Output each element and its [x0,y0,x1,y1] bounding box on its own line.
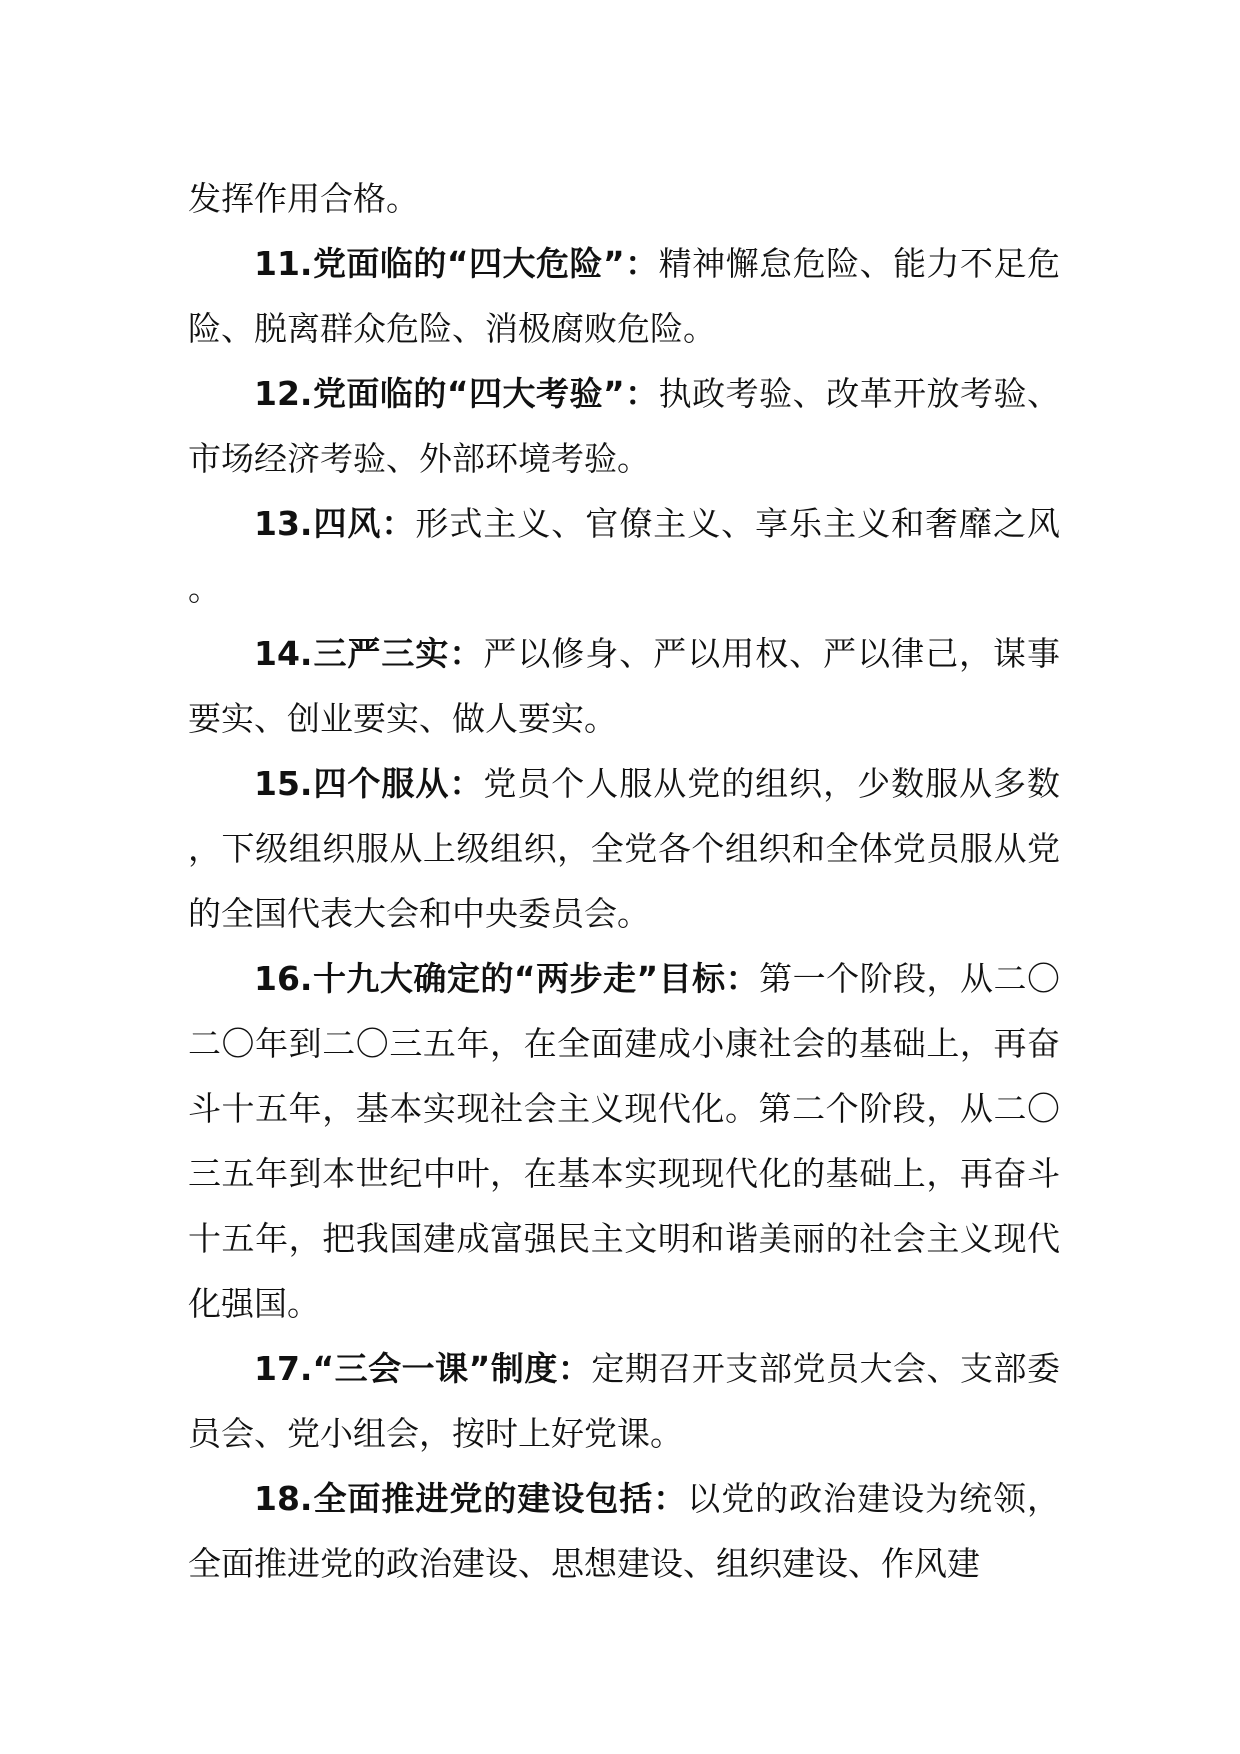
item-17-term: 17.“三会一课”制度： [254,1349,592,1388]
item-14-paragraph [188,621,1060,751]
item-16-term: 16.十九大确定的“两步走”目标： [254,959,760,998]
item-17-text: 定期召开支部党员大会、支部委员会、党小组会，按时上好党课。 [188,1349,1060,1453]
item-18-text: 以党的政治建设为统领，全面推进党的政治建设、思想建设、组织建设、作风建 [188,1479,1061,1583]
item-15-term: 15.四个服从： [254,764,484,803]
item-14-term: 14.三严三实： [254,634,484,673]
item-14-text: 严以修身、严以用权、严以律己，谋事要实、创业要实、做人要实。 [188,634,1061,738]
item-17-paragraph [188,1336,1060,1466]
item-11-paragraph [188,231,1060,361]
item-16-paragraph [188,946,1060,1336]
item-15-paragraph [188,751,1060,946]
item-16-text: 第一个阶段，从二〇二〇年到二〇三五年，在全面建成小康社会的基础上，再奋斗十五年，基本实现社会主义现代化。第二个阶段，从二〇三五年到本世纪中叶，在基本实现现代化的基础上，再奋斗十五年，把我国建成富强民主文明和谐美丽的社会主义现代化强国。 [188,959,1061,1323]
item-15-text: 党员个人服从党的组织，少数服从多数，下级组织服从上级组织，全党各个组织和全体党员服从党的全国代表大会和中央委员会。 [188,764,1061,933]
document-body [188,166,1060,1596]
item-12-paragraph [188,361,1060,491]
item-13-paragraph [188,491,1060,621]
item-18-term: 18.全面推进党的建设包括： [254,1479,688,1518]
continuation-paragraph: 发挥作用合格。 [188,179,419,218]
item-12-text: 执政考验、改革开放考验、市场经济考验、外部环境考验。 [188,374,1061,478]
item-11-term: 11.党面临的“四大危险”： [254,244,659,283]
item-18-paragraph [188,1466,1060,1596]
item-13-text: 形式主义、官僚主义、享乐主义和奢靡之风。 [188,504,1060,608]
item-11-text: 精神懈怠危险、能力不足危险、脱离群众危险、消极腐败危险。 [188,244,1061,348]
item-12-term: 12.党面临的“四大考验”： [254,374,659,413]
item-13-term: 13.四风： [254,504,416,543]
